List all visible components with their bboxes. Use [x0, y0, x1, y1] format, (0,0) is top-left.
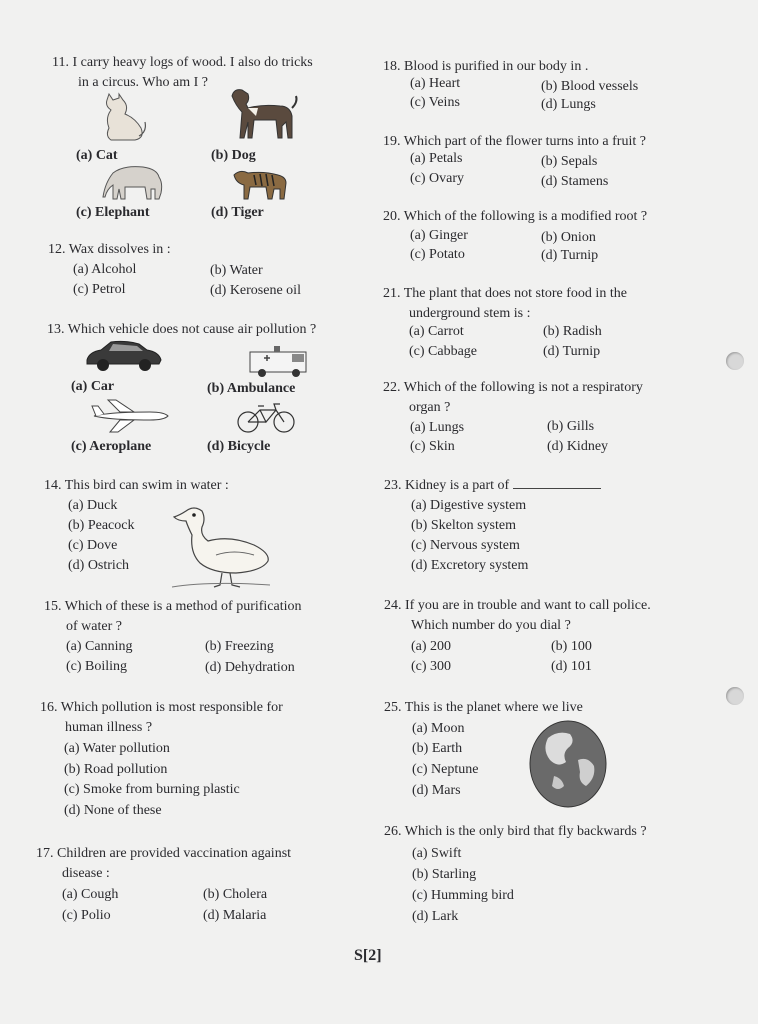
option-d: (d) Kerosene oil	[210, 283, 301, 298]
dog-illustration	[228, 86, 300, 142]
question-25: 25. This is the planet where we live	[384, 700, 583, 715]
option-b: (b) Cholera	[203, 887, 268, 902]
option-b: (b) Sepals	[541, 154, 598, 169]
question-15	[44, 597, 364, 637]
option-d: (d) None of these	[64, 803, 162, 818]
question-stem: organ ?	[409, 400, 451, 415]
option-b: (b) Onion	[541, 230, 596, 245]
option-b: (b) Starling	[412, 867, 477, 882]
question-12: 12. Wax dissolves in :	[48, 242, 171, 257]
duck-illustration	[170, 505, 274, 591]
binder-hole	[726, 687, 744, 705]
question-stem: disease :	[62, 866, 110, 881]
question-22	[383, 378, 703, 418]
question-18: 18. Blood is purified in our body in .	[383, 59, 589, 74]
option-a: (a) Ginger	[410, 228, 468, 243]
option-b: (b) Peacock	[68, 518, 135, 533]
option-a: (a) Petals	[410, 151, 463, 166]
question-23	[384, 476, 601, 496]
option-c: (c) 300	[411, 659, 452, 674]
option-a: (a) Carrot	[409, 324, 464, 339]
question-stem: 23. Kidney is a part of	[384, 478, 510, 493]
option-b: (b) Gills	[547, 419, 595, 434]
option-a: (a) Cat	[76, 148, 118, 163]
option-b: (b) 100	[551, 639, 592, 654]
option-b: (b) Blood vessels	[541, 79, 639, 94]
option-d: (d) Bicycle	[207, 439, 271, 454]
option-c: (c) Aeroplane	[71, 439, 152, 454]
question-stem: 16. Which pollution is most responsible for	[40, 700, 283, 715]
question-stem: 22. Which of the following is not a respiratory	[383, 380, 643, 395]
option-b: (b) Road pollution	[64, 762, 168, 777]
question-17	[36, 844, 366, 884]
car-illustration	[85, 338, 163, 374]
option-a: (a) 200	[411, 639, 452, 654]
option-a: (a) Lungs	[410, 420, 465, 435]
page-number: S[2]	[354, 947, 382, 964]
question-stem: underground stem is :	[409, 306, 531, 321]
option-a: (a) Swift	[412, 846, 462, 861]
option-b: (b) Skelton system	[411, 518, 516, 533]
option-c: (c) Petrol	[73, 282, 126, 297]
earth-globe-illustration	[528, 720, 608, 808]
option-c: (c) Polio	[62, 908, 111, 923]
option-b: (b) Dog	[211, 148, 256, 163]
question-16	[40, 698, 360, 738]
option-a: (a) Moon	[412, 721, 465, 736]
question-stem: 15. Which of these is a method of purification	[44, 599, 302, 614]
option-a: (a) Water pollution	[64, 741, 170, 756]
question-24	[384, 596, 714, 636]
option-a: (a) Canning	[66, 639, 133, 654]
question-19: 19. Which part of the flower turns into a fruit ?	[383, 134, 646, 149]
option-c: (c) Boiling	[66, 659, 128, 674]
question-stem: in a circus. Who am I ?	[78, 75, 208, 90]
question-21	[383, 284, 703, 324]
option-d: (d) Dehydration	[205, 660, 295, 675]
question-stem: 21. The plant that does not store food in the	[383, 286, 627, 301]
tiger-illustration	[230, 167, 290, 201]
option-d: (d) Mars	[412, 783, 461, 798]
ambulance-illustration	[248, 342, 310, 378]
option-d: (d) Lark	[412, 909, 459, 924]
question-stem: Which number do you dial ?	[411, 618, 571, 633]
option-c: (c) Skin	[410, 439, 455, 454]
question-stem: 24. If you are in trouble and want to call police.	[384, 598, 651, 613]
option-a: (a) Cough	[62, 887, 119, 902]
option-c: (c) Elephant	[76, 205, 150, 220]
option-b: (b) Water	[210, 263, 263, 278]
option-d: (d) Tiger	[211, 205, 264, 220]
option-b: (b) Radish	[543, 324, 602, 339]
question-14: 14. This bird can swim in water :	[44, 478, 229, 493]
question-stem: 11. I carry heavy logs of wood. I also do tricks	[52, 55, 313, 70]
option-d: (d) Stamens	[541, 174, 609, 189]
question-13: 13. Which vehicle does not cause air pollution ?	[47, 322, 317, 337]
binder-hole	[726, 352, 744, 370]
option-c: (c) Potato	[410, 247, 465, 262]
cat-illustration	[95, 92, 150, 142]
answer-blank	[513, 476, 601, 489]
option-c: (c) Humming bird	[412, 888, 514, 903]
option-d: (d) Turnip	[543, 344, 601, 359]
option-c: (c) Dove	[68, 538, 118, 553]
question-26: 26. Which is the only bird that fly backwards ?	[384, 824, 647, 839]
option-d: (d) 101	[551, 659, 592, 674]
option-c: (c) Ovary	[410, 171, 465, 186]
option-a: (a) Duck	[68, 498, 118, 513]
aeroplane-illustration	[90, 398, 172, 434]
option-b: (b) Freezing	[205, 639, 274, 654]
option-a: (a) Alcohol	[73, 262, 137, 277]
option-a: (a) Digestive system	[411, 498, 527, 513]
option-a: (a) Heart	[410, 76, 461, 91]
question-stem: human illness ?	[65, 720, 153, 735]
question-stem: of water ?	[66, 619, 122, 634]
question-stem: 17. Children are provided vaccination against	[36, 846, 292, 861]
option-a: (a) Car	[71, 379, 115, 394]
option-d: (d) Lungs	[541, 97, 596, 112]
elephant-illustration	[103, 163, 167, 201]
bicycle-illustration	[236, 400, 296, 434]
option-d: (d) Ostrich	[68, 558, 130, 573]
option-c: (c) Neptune	[412, 762, 479, 777]
option-d: (d) Turnip	[541, 248, 599, 263]
option-d: (d) Excretory system	[411, 558, 529, 573]
option-d: (d) Kidney	[547, 439, 609, 454]
option-b: (b) Earth	[412, 741, 463, 756]
question-20: 20. Which of the following is a modified root ?	[383, 209, 648, 224]
option-c: (c) Smoke from burning plastic	[64, 782, 240, 797]
option-d: (d) Malaria	[203, 908, 267, 923]
option-c: (c) Veins	[410, 95, 460, 110]
option-c: (c) Cabbage	[409, 344, 478, 359]
option-b: (b) Ambulance	[207, 381, 296, 396]
question-11	[52, 53, 372, 93]
option-c: (c) Nervous system	[411, 538, 520, 553]
